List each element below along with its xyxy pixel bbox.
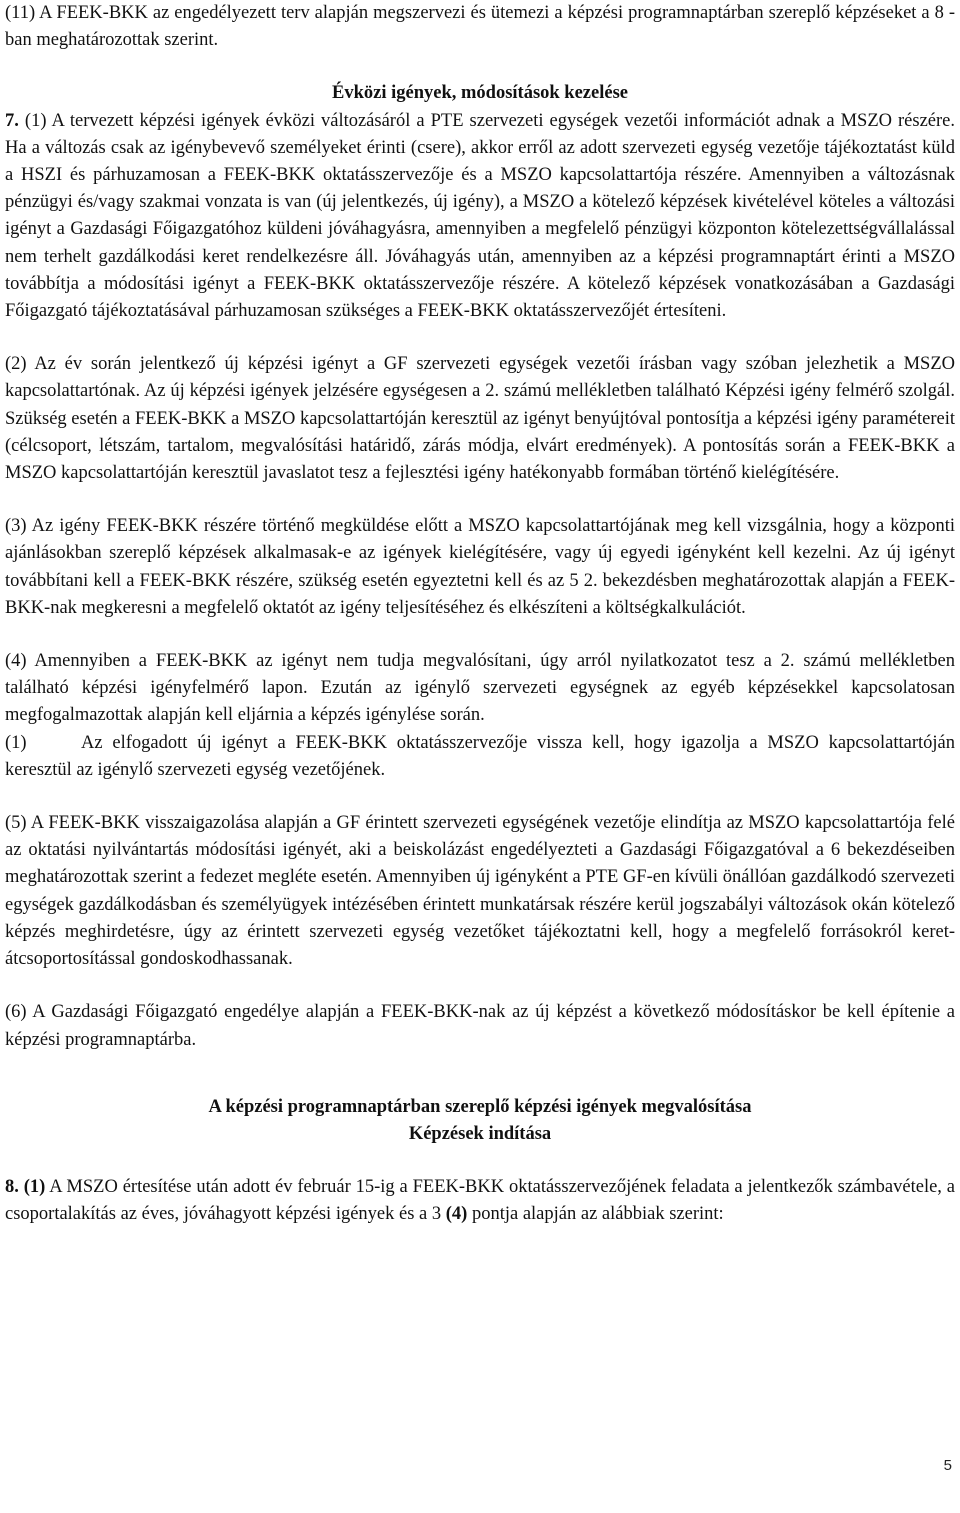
section-8-paragraph-1 <box>5 1174 955 1228</box>
section-subheading-inditasa: Képzések indítása <box>408 1123 552 1144</box>
page-number: 5 <box>943 1457 952 1474</box>
section-8-paragraph-1-text-a: A MSZO értesítése után adott év február 15-ig a FEEK-BKK oktatásszervezőjének feladata a jelentkezők számbavétele, a csoportalakítás az éves, jóváhagyott képzési igények és a 3 <box>5 1177 956 1225</box>
section-7-paragraph-3: (3) Az igény FEEK-BKK részére történő megküldése előtt a MSZO kapcsolattartójának meg kell vizsgálnia, hogy a központi ajánlásokban szereplő képzések alkalmasak-e az igények kielégítésére, vagy új egyedi igényként kell kezelni. Az új igényt továbbítani kell a FEEK-BKK részére, szükség esetén egyeztetni kell és az 5 2. bekezdésben meghatározottak alapján a FEEK-BKK-nak megkeresni a megfelelő oktatót az igény teljesítéséhez és elkészíteni a költségkalkulációt. <box>5 516 955 618</box>
section-7-paragraph-5: (5) A FEEK-BKK visszaigazolása alapján a GF érintett szervezeti egységének vezetője elindítja az MSZO kapcsolattartója felé az oktatási nyilvántartás módosítási igényét, aki a beiskolázást engedélyezteti a Gazdasági Főigazgatóval a 6 bekezdéseiben meghatározottak szerint a fedezet megléte esetén. Amennyiben új igényként a PTE GF-en kívüli önállóan gazdálkodó szervezeti egységek gazdálkodásban és személyügyek intézésében érintett munkatársak részére kerül jogszabályi változások okán kötelező képzés meghirdetésre, úgy az érintett szervezeti egység vezetőket tájékoztatni kell, hogy a megfelelő forrásokról keret-átcsoportosítással gondoskodhassanak. <box>5 813 955 970</box>
enumeration-text: Az elfogadott új igényt a FEEK-BKK oktatásszervezője vissza kell, hogy igazolja a MSZO kapcsolattartóján keresztül az igénylő szervezeti egység vezetőjének. <box>5 732 955 780</box>
section-7-paragraph-2: (2) Az év során jelentkező új képzési igényt a GF szervezeti egységek vezetői írásban vagy szóban jelezhetik a MSZO kapcsolattartónak. Az új képzési igények jelzésére egységesen a 2. számú mellékletben található Képzési igény felmérő szolgál. Szükség esetén a FEEK-BKK a MSZO kapcsolattartóján keresztül az igényt benyújtóval pontosítja a képzési igény paramétereit (célcsoport, létszám, tartalom, megvalósítási határidő, zárás módja, elvárt eredmények). A pontosítás során a FEEK-BKK a MSZO kapcsolattartóján keresztül javaslatot tesz a fejlesztési igény hatékonyabb formában történő kielégítésére. <box>5 354 955 484</box>
section-7-paragraph-1-text: (1) A tervezett képzési igények évközi változásáról a PTE szervezeti egységek vezetői információt adnak a MSZO részére. Ha a változás csak az igénybevevő személyeket érinti (csere), akkor erről az adott szervezeti egység vezetője tájékoztatást küld a HSZI és párhuzamosan a FEEK-BKK oktatásszervezője és a MSZO kapcsolattartója részére. Amennyiben a változásnak pénzügyi és/vagy szakmai vonzata is van (új jelentkezés, új igény), a MSZO a kötelező képzések kivételével köteles a változási igényt a Gazdasági Főigazgatóhoz küldeni jóváhagyásra, amennyiben a megfelelő pénzügyi központon kötelezettségvállalással nem terhelt gazdálkodási keret rendelkezésre áll. Jóváhagyás után, amennyiben az a képzési programnaptárt érinti a MSZO továbbítja a módosítási igényt a FEEK-BKK oktatásszervezője részére. A kötelező képzések vonatkozásában a Gazdasági Főigazgató tájékoztatásával párhuzamosan szükséges a FEEK-BKK oktatásszervezőjét értesíteni. <box>5 110 955 322</box>
document-body <box>5 0 955 1229</box>
section-heading-evkozi: Évközi igények, módosítások kezelése <box>332 83 628 104</box>
section-heading-megvalositas: A képzési programnaptárban szereplő képzési igények megvalósítása <box>208 1096 752 1117</box>
section-8-paragraph-1-text-b: pontja alapján az alábbiak szerint: <box>467 1204 724 1225</box>
section-8-paragraph-label: (1) <box>23 1177 46 1198</box>
section-7-paragraph-6: (6) A Gazdasági Főigazgató engedélye alapján a FEEK-BKK-nak az új képzést a következő módosításkor be kell építenie a képzési programnaptárba. <box>5 1002 955 1050</box>
section-8-number: 8. <box>5 1177 19 1198</box>
enumeration-number: (1) <box>5 732 27 753</box>
section-8-bold-reference: (4) <box>445 1204 468 1225</box>
paragraph-6-11: (11) A FEEK-BKK az engedélyezett terv alapján megszervezi és ütemezi a képzési programnaptárban szereplő képzéseket a 8 -ban meghatározottak szerint. <box>5 3 955 51</box>
section-7-number: 7. <box>5 110 19 131</box>
section-7-paragraph-4: (4) Amennyiben a FEEK-BKK az igényt nem tudja megvalósítani, úgy arról nyilatkozatot tesz a 2. számú mellékletben található képzési igényfelmérő lapon. Ezután az igénylő szervezeti egységnek az egyéb képzésekkel kapcsolatosan megfogalmazottak alapján kell eljárnia a képzés igénylése során. <box>5 651 955 726</box>
section-7-paragraph-4-enumerated <box>5 730 955 784</box>
section-7-paragraph-1 <box>5 108 955 326</box>
